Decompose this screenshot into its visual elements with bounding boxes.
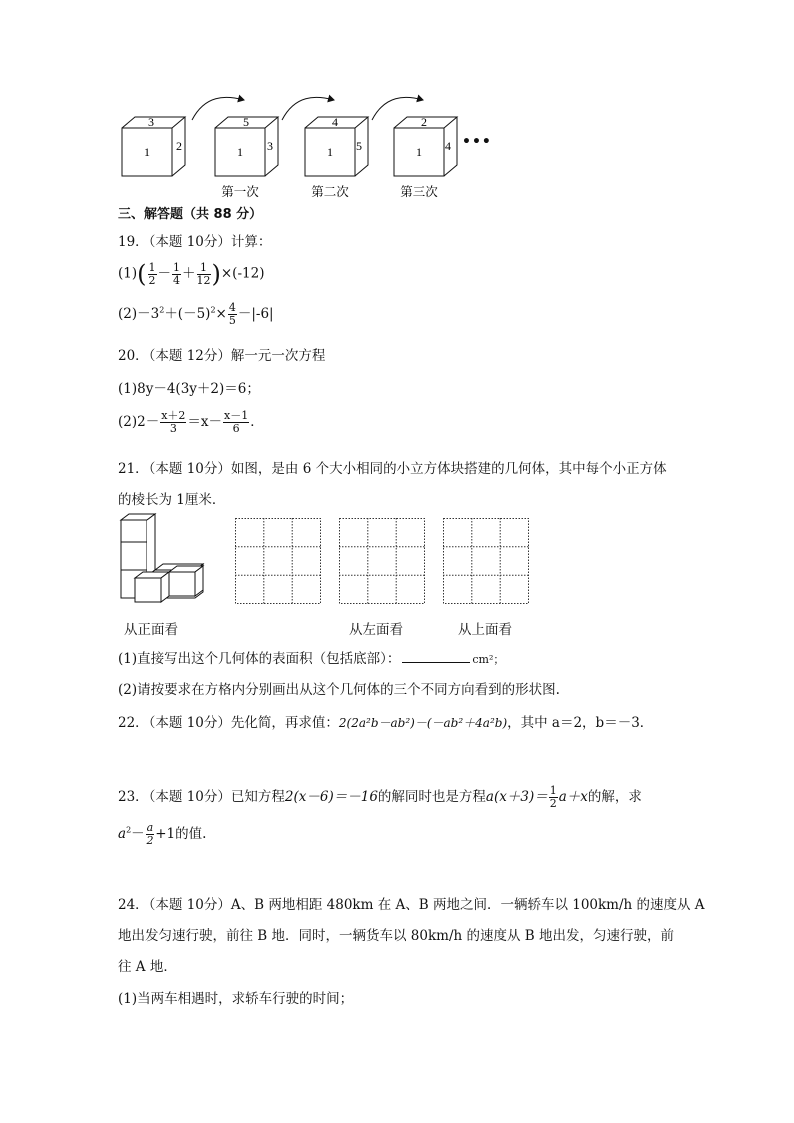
cube-4-front-number: 1 xyxy=(416,145,422,159)
grid-left-view[interactable] xyxy=(339,518,425,604)
section-heading: 三、解答题（共 88 分） xyxy=(118,207,263,222)
step-label-3: 第三次 xyxy=(400,185,438,199)
cube-3 xyxy=(305,115,368,176)
cube-1-top-number: 3 xyxy=(148,115,154,129)
cube-3-side-number: 5 xyxy=(356,139,362,153)
q24-line1: 24．（本题 10分）A、B 两地相距 480km 在 A、B 两地之间．一辆轿车以 100km/h 的速度从 A xyxy=(118,897,705,913)
q24-line2: 地出发匀速行驶，前往 B 地．同时，一辆货车以 80km/h 的速度从 B 地出发，匀速行驶，前 xyxy=(118,928,674,944)
cube-4 xyxy=(394,115,457,176)
label-top-view: 从上面看 xyxy=(458,622,512,638)
cube-1-side-number: 2 xyxy=(176,139,182,153)
label-front-view: 从正面看 xyxy=(124,622,178,638)
cube-4-top-number: 2 xyxy=(421,115,427,129)
q22: 22．（本题 10分）先化简，再求值：2(2a²b－ab²)－(－ab²＋4a²b)，其中 a＝2，b＝－3． xyxy=(118,715,654,731)
ellipsis: ••• xyxy=(462,134,492,150)
cube-sequence-figure xyxy=(110,90,510,205)
q23-line1: 23．（本题 10分）已知方程2(x－6)＝－16的解同时也是方程a(x＋3)＝ $\frac{1}{2}$ a＋x的解，求 xyxy=(118,784,642,810)
q24-sub1: (1)当两车相遇时，求轿车行驶的时间； xyxy=(118,991,354,1007)
q20-part1: (1)8y－4(3y＋2)＝6； xyxy=(118,381,260,397)
cube-3-top-number: 4 xyxy=(332,115,338,129)
cube-1 xyxy=(122,115,185,176)
cube-2 xyxy=(215,115,278,176)
q23-line2: $a^2-$ $\frac{a}{2}$ +1的值. xyxy=(118,821,207,847)
step-label-2: 第二次 xyxy=(311,185,349,199)
q19-header: 19．（本题 10分）计算： xyxy=(118,234,272,250)
cube-1-front-number: 1 xyxy=(144,145,150,159)
cube-2-top-number: 5 xyxy=(243,115,249,129)
grid-front-view[interactable] xyxy=(235,518,321,604)
cube-2-front-number: 1 xyxy=(237,145,243,159)
q20-part2: (2)2－ $\frac{x+2}{3}$ ＝x－ $\frac{x-1}{6}$ ． xyxy=(118,409,264,435)
q21-line2: 的棱长为 1厘米． xyxy=(118,492,226,508)
q19-part1: (1)( $\frac{1}{2}$ － $\frac{1}{4}$ ＋ $\frac{1}{12}$ )×(-12) xyxy=(118,260,265,288)
geometry-solid-figure xyxy=(115,512,215,612)
cube-3-front-number: 1 xyxy=(327,145,333,159)
q24-line3: 往 A 地． xyxy=(118,959,177,975)
cube-2-side-number: 3 xyxy=(267,139,273,153)
step-label-1: 第一次 xyxy=(221,185,259,199)
q19-part2: $(2)-3^2+(-5)^2\times$ $\frac{4}{5}$ －|-6| xyxy=(118,301,274,327)
label-left-view: 从左面看 xyxy=(349,622,403,638)
q21-line1: 21．（本题 10分）如图，是由 6 个大小相同的小立方体块搭建的几何体，其中每个小正方体 xyxy=(118,461,667,477)
cube-4-side-number: 4 xyxy=(445,139,451,153)
q20-header: 20．（本题 12分）解一元一次方程 xyxy=(118,348,326,364)
q21-sub2: (2)请按要求在方格内分别画出从这个几何体的三个不同方向看到的形状图. xyxy=(118,682,560,698)
surface-area-answer-blank[interactable] xyxy=(402,650,470,663)
q21-sub1: (1)直接写出这个几何体的表面积（包括底部）： cm²； xyxy=(118,651,505,667)
grid-top-view[interactable] xyxy=(443,518,529,604)
